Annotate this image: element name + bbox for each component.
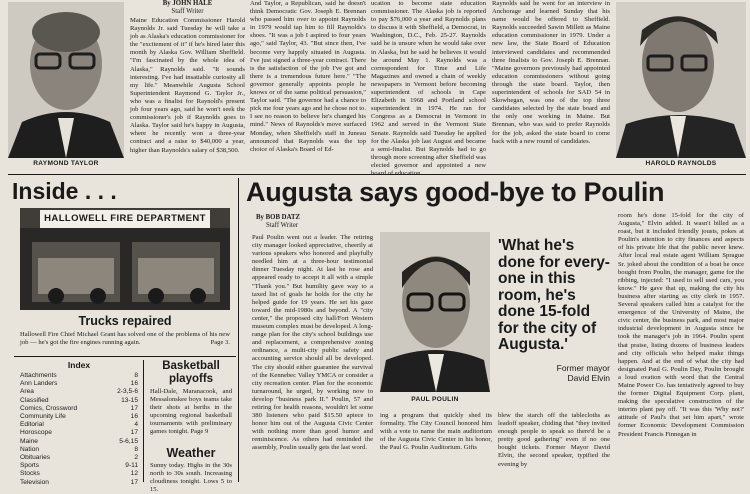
fire-department-sign: HALLOWELL FIRE DEPARTMENT bbox=[44, 213, 206, 224]
poulin-story-col2b: ing a program that quickly shed its formality. The City Council honored him with a vote to name the main auditorium of the Augusta Civic Center in his honor, the Paul G. Poulin Auditorium. Gifts bbox=[380, 412, 492, 452]
poulin-byline-name: By BOB DATZ bbox=[256, 214, 301, 221]
quote-attrib-line1: Former mayor bbox=[556, 363, 610, 373]
taylor-byline bbox=[130, 0, 245, 16]
index-row bbox=[20, 462, 138, 470]
index-page-number: 9-11 bbox=[125, 462, 138, 470]
index-section-name: Comics, Crossword bbox=[20, 404, 78, 412]
paul-poulin-photo bbox=[380, 232, 490, 392]
index-section-name: Area bbox=[20, 388, 34, 396]
index-row bbox=[20, 421, 138, 429]
index-page-number: 2 bbox=[134, 454, 138, 462]
trucks-page: Page 3. bbox=[210, 339, 230, 347]
poulin-story-col3b: blew the starch off the tablecloths as leadoff speaker, chiding that "they invited enough people to speak so there'd be a pretty good gathering" even if no one bought tickets. Former Mayor David Elvin, the second speaker, typified the evening by bbox=[498, 412, 610, 468]
index-row bbox=[20, 446, 138, 454]
weather-text: Sunny today. Highs in the 30s north to 30s south. Increasing cloudiness tonight. Lows 5 to 15. bbox=[150, 462, 232, 494]
index-row bbox=[20, 429, 138, 437]
index-row bbox=[20, 380, 138, 388]
poulin-story-col1: Paul Poulin went out a leader. The retiring city manager looked appreciative, cheerily at various speakers who honored and playfully needled him at a three-hour testimonial dinner Tuesday night. At last he rose and appeared ready to accept it all with a simple "Thank you." But humility gave way to a taxed list of goals he holds for the city he helped guide for 19 years. He set his gaze toward the mid-1980s and beyond. A "city center," the proposed city hall/Fort Western museum complex must be developed. A long-range plan for the city's school buildings use and replacement, a comprehensive zoning ordinance, a multi-city public safety and accounting service should all be developed. The city should either guarantee the survival of the Kennebec Valley YMCA or consider a city recreation center. Plan for the economic turnaround, he urged, by working now to develop "business park II." Poulin, 57 and retiring for health reasons, wouldn't let some 380 listeners who paid $15.50 apiece to honor him out of the Augusta Civic Center with nothing more than good humor and reminiscence. As others had reminded the assembly, Poulin usually gets the last word. bbox=[252, 234, 373, 452]
trucks-repaired-headline: Trucks repaired bbox=[78, 314, 172, 328]
index-section-name: Maine bbox=[20, 437, 38, 445]
index-row bbox=[20, 405, 138, 413]
portrait-image bbox=[380, 232, 490, 392]
harold-raynolds-caption: HAROLD RAYNOLDS bbox=[645, 160, 717, 167]
index-row bbox=[20, 438, 138, 446]
index-row bbox=[20, 397, 138, 405]
index-page-number: 16 bbox=[130, 413, 138, 421]
section-divider bbox=[8, 174, 746, 175]
quote-attribution bbox=[498, 363, 610, 383]
portrait-image bbox=[8, 2, 124, 158]
inside-rule bbox=[14, 356, 236, 357]
index-page-number: 2-3,5-6 bbox=[117, 388, 138, 396]
index-row bbox=[20, 479, 138, 487]
index-section-name: Horoscope bbox=[20, 429, 52, 437]
index-section-name: Community Life bbox=[20, 413, 66, 421]
raymond-taylor-photo bbox=[8, 2, 124, 158]
portrait-image bbox=[616, 2, 746, 158]
index-section-name: Nation bbox=[20, 445, 40, 453]
index-page-number: 12 bbox=[130, 470, 138, 478]
basketball-page: Page 9 bbox=[190, 428, 209, 436]
byline-name: By JOHN HALE bbox=[162, 0, 213, 7]
fire-department-photo bbox=[20, 208, 230, 310]
basketball-body: Hall-Dale, Maranacook, and Messalonskee boys teams take their shots at berths in the upcoming regional basketball tournaments with preliminary games tonight. bbox=[150, 388, 232, 436]
taylor-story-col2: And Taylor, a Republican, said he doesn't think Democratic Gov. Joseph E. Brennan who passed him over to appoint Raynolds in 1979 would tap him to fill Raynolds's shoes. "It was a job I aspired to four years ago," said Taylor, 43. "But since then, I've become very happily situated in Augusta. I've just signed a three-year contract. There is the satisfaction of the job I've got and there is a tremendous future here." "The governor generally appoints people he knows or of the same political persuasion," Taylor said. "The governor had a chance to pick me four years ago and he chose not to. I see no reason to believe he's changed his mind." News of Raynolds's move surfaced Monday, when Sheffield's staff in Juneau announced that Raynolds was the top choice of Alaska's Board of Ed- bbox=[250, 0, 366, 153]
poulin-story-col4: room he's done 15-fold for the city of Augusta," Elvin added. It wasn't billed as a roast, but it included friendly jousts, pokes at Poulin's attention to city finances and aspects of his private life that the public never knew. After local real estate agent William Sprague Sr. joked about the condition of a boat he once bought from Poulin, the manager, game for the ribbing, injected: "I used to sell used cars, you know." He gave that up, making the city his business after starting as city clerk in 1957. Several speakers called him a catalyst for the emergence of the University of Maine, the civic center, the business park, and most major industrial development in Augusta since he took the manager's job in 1964. Poulin spent that praise, listing dozens of business leaders and city officials who helped make things happen. And at the end of what the city had designated Paul G. Poulin Day, Poulin brought a loud ovation with word that the Central Maine Power Co. has tentatively agreed to buy the former Digital Equipment Corp. plant, making the speculative construction of the interim plant pay off. "It was this 'Why not?' attitude of Paul's that set him apart," wrote former Economic Development Commission President Francis Finnegan in bbox=[618, 212, 744, 438]
index-section-name: Ann Landers bbox=[20, 380, 58, 388]
trucks-repaired-text bbox=[20, 331, 230, 357]
poulin-byline bbox=[256, 214, 356, 230]
index-page-number: 4 bbox=[134, 421, 138, 429]
index-row bbox=[20, 470, 138, 478]
index-section-name: Television bbox=[20, 478, 49, 486]
quote-attrib-line2: David Elvin bbox=[567, 373, 610, 383]
pull-quote: 'What he's done for every-one in this room, he's done 15-fold for the city of Augusta.' bbox=[498, 237, 610, 353]
index-section-name: Sports bbox=[20, 462, 40, 470]
inside-title: Inside . . . bbox=[12, 178, 117, 204]
byline-role: Staff Writer bbox=[171, 8, 204, 15]
paul-poulin-caption: PAUL POULIN bbox=[411, 396, 459, 403]
index-page-number: 8 bbox=[134, 372, 138, 379]
index-page-number: 17 bbox=[130, 429, 138, 437]
index-title: Index bbox=[67, 360, 91, 370]
index-list bbox=[20, 372, 138, 487]
index-page-number: 8 bbox=[134, 445, 138, 453]
basketball-text bbox=[150, 388, 232, 446]
weather-headline: Weather bbox=[166, 446, 216, 460]
inside-box-right-border bbox=[238, 178, 239, 482]
index-section-name: Editorial bbox=[20, 421, 44, 429]
taylor-story-col1: Maine Education Commissioner Harold Raynolds Jr. said Tuesday he will take a job as Alaska's education commissioner for the "excitement of it" if he's hired later this month by Alaska Gov. William Sheffield. "I'm fascinated by the whole idea of Alaska," Raynolds said. "It sounds interesting. I've had insatiable curiosity all my life." Meanwhile Augusta School Superintendent Raymond G. Taylor Jr., who was a finalist for Raynold's present job four years ago, said he won't seek the commissioner's job if Raynolds goes to Alaska. Taylor said he's happy in Augusta, where he recently won a three-year contract and a raise to $40,000 a year, higher than Raynolds's salary of $38,500. bbox=[130, 17, 245, 154]
index-section-name: Obituaries bbox=[20, 454, 51, 462]
index-page-number: 5-6,15 bbox=[119, 437, 138, 445]
index-row bbox=[20, 388, 138, 396]
index-divider bbox=[143, 360, 144, 482]
index-page-number: 17 bbox=[130, 404, 138, 412]
index-row bbox=[20, 372, 138, 380]
raymond-taylor-caption: RAYMOND TAYLOR bbox=[33, 160, 99, 167]
poulin-headline: Augusta says good-bye to Poulin bbox=[246, 177, 665, 207]
index-page-number: 16 bbox=[130, 380, 138, 388]
basketball-headline: Basketball playoffs bbox=[162, 360, 220, 385]
index-section-name: Stocks bbox=[20, 470, 40, 478]
taylor-story-col4: Raynolds said he went for an interview in Anchorage and learned Sunday that his name would be offered to Sheffield. Raynolds succeeded Sawin Millett as Maine education commissioner in 1979. Under a new law, the State Board of Education interviewed candidates and recommended three finalists to Gov. Joseph E. Brennan. "Maine governors previously had appointed education commissioners without going through the state board. Taylor, then superintendent of schools for SAD 54 in Skowhegan, was one of the top three candidates selected by the state board and the only one working in Maine. But Brennan, who was said to prefer Raynolds for the job, asked the state board to come back with a new round of candidates. bbox=[492, 0, 610, 145]
poulin-byline-role: Staff Writer bbox=[266, 222, 299, 229]
trucks-text: Hallowell Fire Chief Michael Grant has solved one of the problems of his new job — he's got the fire engines running again. bbox=[20, 331, 230, 347]
harold-raynolds-photo bbox=[616, 2, 746, 158]
index-page-number: 17 bbox=[130, 478, 138, 486]
index-row bbox=[20, 413, 138, 421]
taylor-story-col3: ucation to become state education commissioner. The Alaska job is reported to pay $76,000 a year and Raynolds plans to discuss it with Sheffield, a Democrat, in Washington, D.C., Feb. 25-27. Raynolds said he is unsure when he would take over in Alaska, but he said he believes it would be around May 1. Raynolds was a correspondent for Time and Life Magazines and owned a chain of weekly newspapers in Vermont before becoming superintendent of schools in Cape Elizabeth in 1968 and Portland school superintendent in 1974. He ran for Congress as a Democrat in Vermont in 1962 and served in the Vermont State Senate. Raynolds said Tuesday he applied for the Alaska job last August and became a semi-finalist. But Raynolds had to go through more screening after Sheffield was elected governor and appointed a new bbox=[371, 0, 486, 169]
index-section-name: Attachments bbox=[20, 372, 57, 379]
index-page-number: 13-15 bbox=[121, 396, 138, 404]
index-section-name: Classified bbox=[20, 396, 49, 404]
index-row bbox=[20, 454, 138, 462]
